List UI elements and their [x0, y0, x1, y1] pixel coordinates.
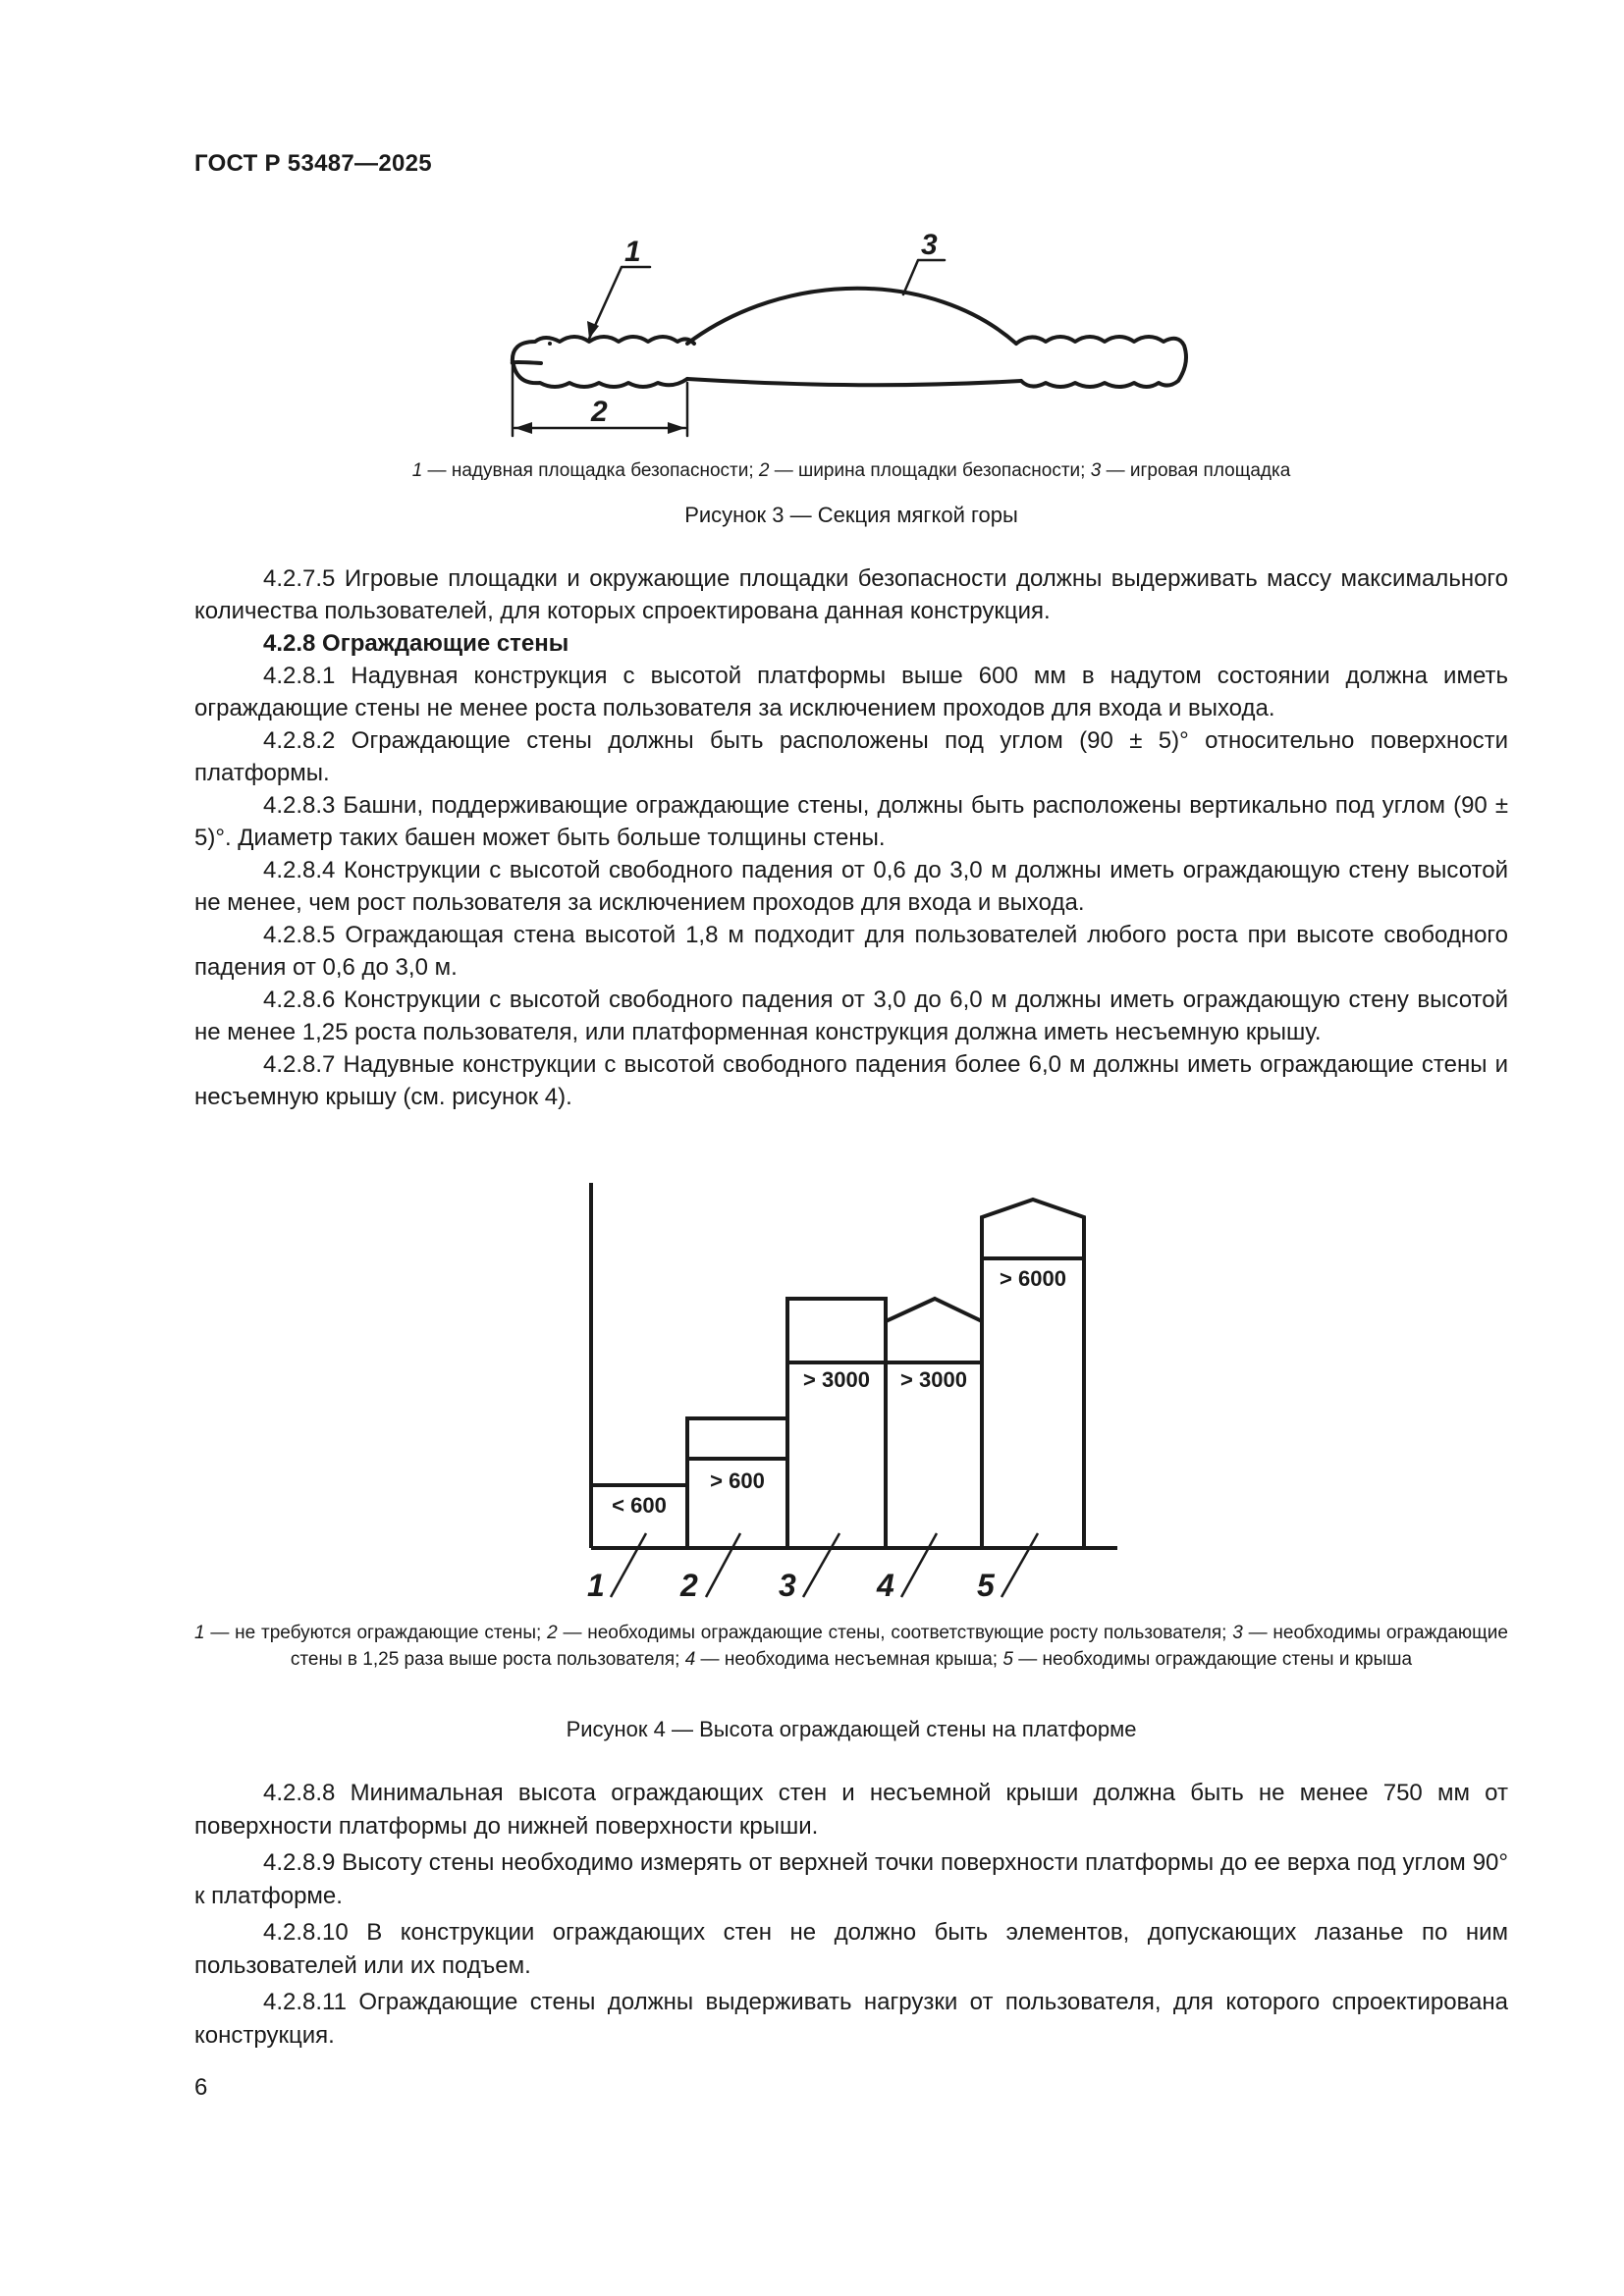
figure-3-soft-slide-section [491, 221, 1218, 447]
figure-4-wall-heights [569, 1173, 1129, 1625]
page-number: 6 [194, 2074, 208, 2101]
fig3-label-3: 3 [921, 229, 938, 261]
bar-label-1: < 600 [612, 1493, 667, 1518]
para-4-2-8-11: 4.2.8.11 Ограждающие стены должны выдерживать нагрузки от пользователя, для которого спроектирована конструкция. [194, 1989, 1508, 2049]
para-4-2-8-7: 4.2.8.7 Надувные конструкции с высотой свободного падения более 6,0 м должны иметь ограждающие стены и несъемную крышу (см. рисунок 4). [194, 1051, 1508, 1110]
para-4-2-8-4: 4.2.8.4 Конструкции с высотой свободного падения от 0,6 до 3,0 м должны иметь ограждающую стену высотой не менее, чем рост пользователя за исключением проходов для входа и выхода. [194, 857, 1508, 916]
fig4-number-5: 5 [977, 1568, 995, 1603]
figure-3-legend: 1 — надувная площадка безопасности; 2 — ширина площадки безопасности; 3 — игровая площадка [411, 460, 1291, 481]
para-4-2-7-5: 4.2.7.5 Игровые площадки и окружающие площадки безопасности должны выдерживать массу максимального количества пользователей, для которых спроектирована данная конструкция. [194, 565, 1508, 624]
para-4-2-8-2: 4.2.8.2 Ограждающие стены должны быть расположены под углом (90 ± 5)° относительно поверхности платформы. [194, 727, 1508, 786]
body-text-section-1 [194, 562, 1508, 1113]
body-text-section-2 [194, 1777, 1508, 2053]
figure-4-legend: 1 — не требуются ограждающие стены; 2 — необходимы ограждающие стены, соответствующие росту пользователя; 3 — необходимы ограждающие стены в 1,25 раза выше роста пользователя; 4 — необходима несъемная крыша; 5 — необходимы ограждающие стены и крыша [194, 1623, 1508, 1670]
para-4-2-8-8: 4.2.8.8 Минимальная высота ограждающих стен и несъемной крыши должна быть не менее 750 мм от поверхности платформы до нижней поверхности крыши. [194, 1780, 1508, 1840]
fig3-label-2: 2 [591, 396, 608, 428]
document-header: ГОСТ Р 53487—2025 [194, 150, 432, 177]
fig3-label-1: 1 [624, 236, 641, 268]
fig4-number-1: 1 [587, 1568, 605, 1603]
fig4-number-2: 2 [680, 1568, 698, 1603]
para-4-2-8-5: 4.2.8.5 Ограждающая стена высотой 1,8 м подходит для пользователей любого роста при высоте свободного падения от 0,6 до 3,0 м. [194, 922, 1508, 981]
bar-label-4: > 3000 [900, 1367, 967, 1392]
figure-4-caption: Рисунок 4 — Высота ограждающей стены на платформе [566, 1717, 1137, 1741]
para-4-2-8-1: 4.2.8.1 Надувная конструкция с высотой платформы выше 600 мм в надутом состоянии должна иметь ограждающие стены не менее роста пользователя за исключением проходов для входа и выхода. [194, 663, 1508, 721]
heading-4-2-8: 4.2.8 Ограждающие стены [263, 630, 569, 657]
para-4-2-8-3: 4.2.8.3 Башни, поддерживающие ограждающие стены, должны быть расположены вертикально под углом (90 ± 5)°. Диаметр таких башен может быть больше толщины стены. [194, 792, 1508, 851]
figure-3-caption: Рисунок 3 — Секция мягкой горы [684, 503, 1018, 527]
para-4-2-8-6: 4.2.8.6 Конструкции с высотой свободного падения от 3,0 до 6,0 м должны иметь ограждающую стену высотой не менее 1,25 роста пользователя, или платформенная конструкция должна иметь несъемную крышу. [194, 987, 1508, 1045]
bar-label-2: > 600 [710, 1468, 765, 1493]
para-4-2-8-9: 4.2.8.9 Высоту стены необходимо измерять от верхней точки поверхности платформы до ее верха под углом 90° к платформе. [194, 1849, 1508, 1909]
fig4-number-4: 4 [877, 1568, 894, 1603]
fig4-number-3: 3 [779, 1568, 796, 1603]
bar-label-3: > 3000 [803, 1367, 870, 1392]
bar-label-5: > 6000 [1000, 1266, 1066, 1291]
para-4-2-8-10: 4.2.8.10 В конструкции ограждающих стен не должно быть элементов, допускающих лазанье по ним пользователей или их подъем. [194, 1919, 1508, 1979]
